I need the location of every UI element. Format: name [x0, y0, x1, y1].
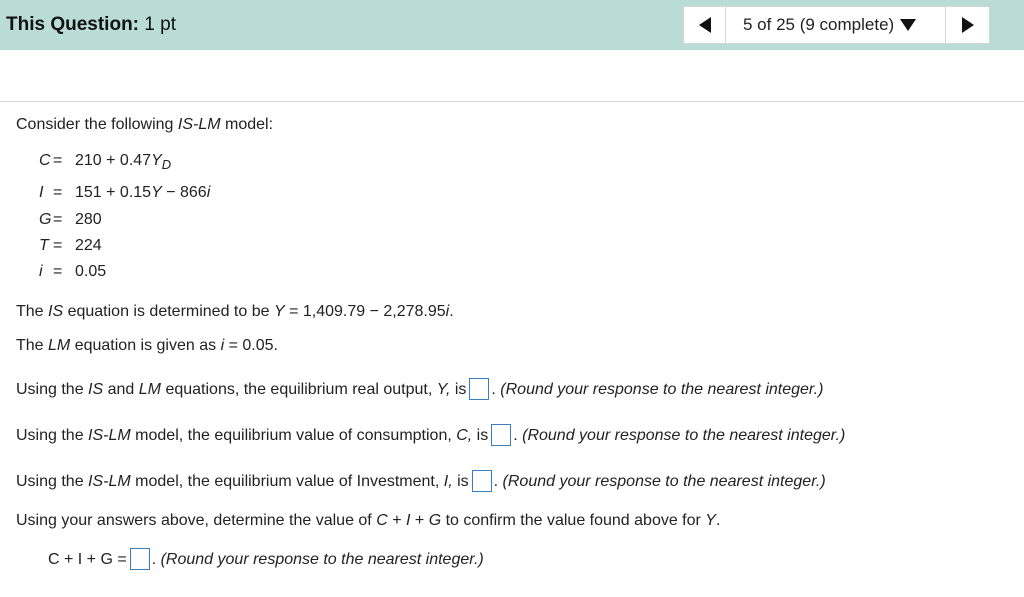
text: I	[406, 512, 411, 529]
text: IS-LM	[88, 427, 131, 444]
equation-variable: C	[39, 152, 51, 169]
text: C	[376, 512, 388, 529]
model-equation	[39, 263, 106, 281]
text: Using the	[16, 381, 89, 398]
text: equation is given as	[70, 337, 221, 354]
rounding-hint: (Round your response to the nearest integer.)	[500, 381, 824, 398]
equation-variable: I	[39, 184, 44, 201]
text: IS	[88, 381, 104, 398]
previous-question-button[interactable]	[684, 7, 726, 43]
question-confirm-instructions	[16, 512, 720, 530]
text: I,	[443, 473, 453, 490]
text: = 0.05.	[224, 337, 278, 354]
text: The	[16, 303, 49, 320]
question-points: 1 pt	[144, 14, 176, 35]
text: i	[445, 303, 450, 320]
rounding-hint: (Round your response to the nearest integer.)	[160, 551, 484, 568]
text: .	[493, 473, 503, 490]
equation-expression: 0.05	[75, 263, 107, 280]
question-sum	[48, 548, 484, 570]
text: +	[387, 512, 406, 529]
text: model, the equilibrium value of consumption,	[130, 427, 457, 444]
text: Using your answers above, determine the value of	[16, 512, 377, 529]
investment-answer-input[interactable]	[472, 470, 492, 492]
question-investment	[16, 470, 826, 492]
text: Y,	[436, 381, 451, 398]
question-position: 5 of 25 (9 complete)	[743, 15, 895, 34]
text: i	[220, 337, 225, 354]
text: The	[16, 337, 49, 354]
model-equation	[39, 152, 171, 172]
text: to confirm the value found above for	[441, 512, 706, 529]
text: IS	[48, 303, 64, 320]
question-select-dropdown[interactable]	[726, 7, 945, 43]
next-question-button[interactable]	[945, 7, 989, 43]
equation-expression: 151 + 0.15Y − 866i	[75, 184, 211, 201]
question-title-label: This Question:	[6, 14, 139, 35]
question-header	[0, 0, 1024, 50]
lm-equation-statement	[16, 337, 278, 355]
text: G	[428, 512, 442, 529]
text: +	[410, 512, 429, 529]
question-navigator	[683, 6, 990, 44]
model-equation	[39, 184, 210, 202]
text: Using the	[16, 427, 89, 444]
equation-equals: =	[53, 211, 63, 228]
header-divider	[0, 101, 1024, 102]
equation-variable: G	[39, 211, 52, 228]
text: model, the equilibrium value of Investment,	[130, 473, 444, 490]
equation-equals: =	[53, 152, 63, 169]
text: LM	[48, 337, 71, 354]
triangle-right-icon	[962, 17, 974, 33]
text: and	[103, 381, 139, 398]
equation-expression: 224	[75, 237, 102, 254]
equation-equals: =	[53, 237, 63, 254]
text: Y	[273, 303, 285, 320]
text: .	[151, 551, 161, 568]
sum-answer-input[interactable]	[130, 548, 150, 570]
question-output	[16, 378, 823, 400]
text: is	[450, 381, 467, 398]
text: .	[715, 512, 721, 529]
text: = 1,409.79 − 2,278.95	[284, 303, 446, 320]
output-answer-input[interactable]	[469, 378, 489, 400]
equation-variable: i	[39, 263, 43, 280]
text: Using the	[16, 473, 89, 490]
intro-text	[16, 116, 273, 134]
model-equation	[39, 237, 102, 255]
text: equations, the equilibrium real output,	[161, 381, 437, 398]
question-title	[6, 14, 176, 36]
intro-after: model:	[220, 116, 274, 133]
text: C,	[456, 427, 473, 444]
model-equation	[39, 211, 102, 229]
triangle-left-icon	[699, 17, 711, 33]
text: IS-LM	[88, 473, 131, 490]
question-consumption	[16, 424, 845, 446]
rounding-hint: (Round your response to the nearest integer.)	[522, 427, 846, 444]
text: .	[513, 427, 523, 444]
intro-before: Consider the following	[16, 116, 178, 133]
equation-expression: $210 + 0.47Y_D$	[75, 152, 172, 173]
text: LM	[138, 381, 161, 398]
text: .	[491, 381, 501, 398]
text: .	[449, 303, 454, 320]
text: is	[472, 427, 489, 444]
consumption-answer-input[interactable]	[491, 424, 511, 446]
sum-label: C + I + G =	[48, 551, 127, 568]
equation-variable: T	[39, 237, 49, 254]
text: is	[452, 473, 469, 490]
text: equation is determined to be	[63, 303, 274, 320]
equation-equals: =	[53, 263, 63, 280]
intro-model: IS-LM	[177, 116, 221, 133]
triangle-down-icon	[900, 19, 916, 31]
equation-expression: 280	[75, 211, 102, 228]
rounding-hint: (Round your response to the nearest integer.)	[502, 473, 826, 490]
equation-equals: =	[53, 184, 63, 201]
text: Y	[705, 512, 716, 529]
is-equation-statement	[16, 303, 454, 321]
